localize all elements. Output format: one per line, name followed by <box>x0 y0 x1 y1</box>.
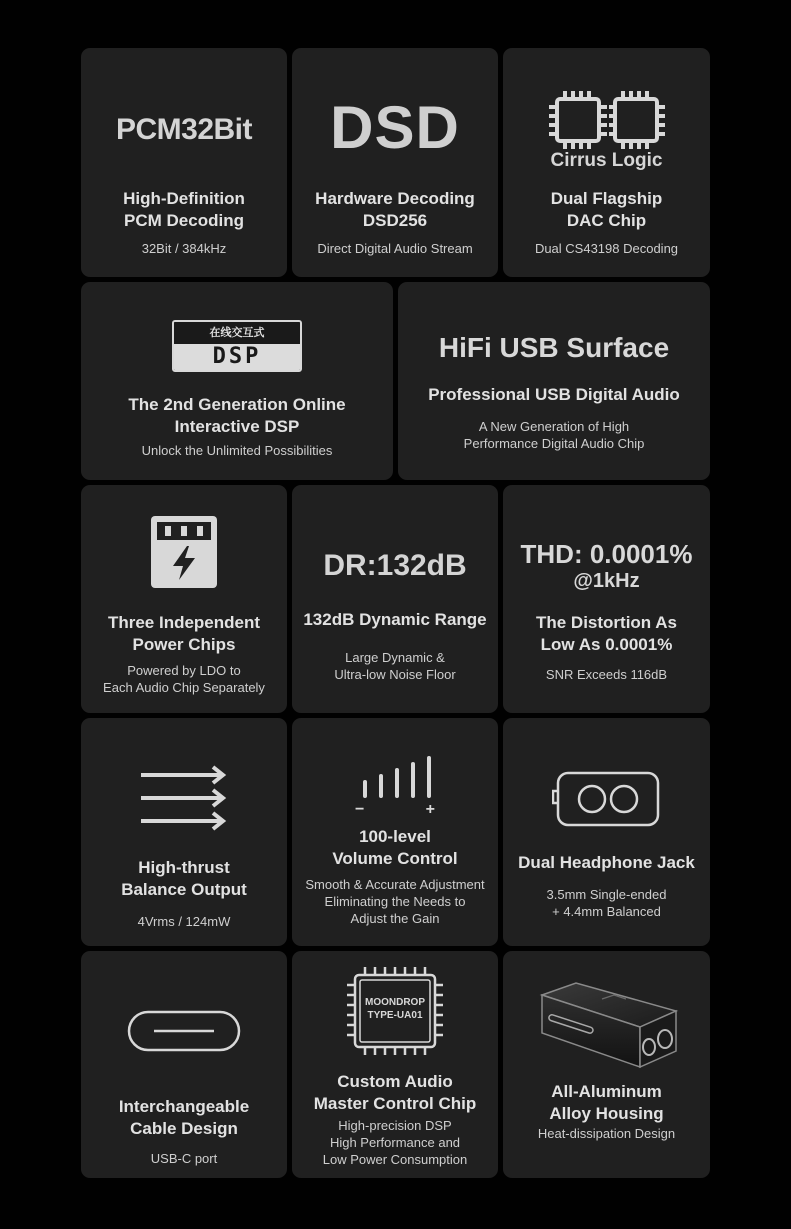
card-title: The Distortion As Low As 0.0001% <box>535 613 678 654</box>
dr-headline: DR:132dB <box>323 549 467 582</box>
card-thrust <box>81 718 287 946</box>
card-subtitle: 3.5mm Single-ended + 4.4mm Balanced <box>546 887 667 919</box>
card-usb <box>398 282 710 480</box>
card-subtitle: USB-C port <box>150 1151 218 1166</box>
dsp-badge <box>172 320 302 372</box>
thd-frequency: @1kHz <box>573 570 640 592</box>
power-chip-icon <box>151 516 217 588</box>
card-title: High-thrust Balance Output <box>121 858 247 899</box>
card-jack <box>503 718 710 946</box>
card-subtitle: Unlock the Unlimited Possibilities <box>141 443 333 458</box>
hifi-usb-logo: HiFi USB Surface <box>438 332 670 363</box>
output-arrows-icon <box>139 765 229 831</box>
volume-bars-icon <box>355 756 435 800</box>
card-subtitle: Smooth & Accurate Adjustment Eliminating the Needs to Adjust the Gain <box>305 877 485 926</box>
card-subtitle: Large Dynamic & Ultra-low Noise Floor <box>334 650 456 682</box>
card-dr <box>292 485 498 713</box>
card-title: All-Aluminum Alloy Housing <box>549 1082 664 1123</box>
card-title: Dual Headphone Jack <box>518 853 695 872</box>
card-chip <box>292 951 498 1178</box>
card-dsd <box>292 48 498 277</box>
card-cirrus <box>503 48 710 277</box>
card-subtitle: 4Vrms / 124mW <box>137 914 231 929</box>
card-title: Professional USB Digital Audio <box>428 385 680 404</box>
minus-icon: − <box>355 801 365 818</box>
chip-label-line1: MOONDROP <box>365 997 425 1008</box>
cirrus-logic-logo: Cirrus Logic <box>550 150 663 171</box>
card-thd <box>503 485 710 713</box>
card-subtitle: Dual CS43198 Decoding <box>534 241 679 256</box>
pcm-logo: PCM32Bit <box>115 113 253 146</box>
card-cable <box>81 951 287 1178</box>
usb-c-port-icon <box>127 1010 241 1052</box>
card-pcm <box>81 48 287 277</box>
chip-pair-icon <box>547 90 667 150</box>
plus-icon: + <box>425 801 435 818</box>
card-title: The 2nd Generation Online Interactive DSP <box>128 395 346 436</box>
dsd-logo: DSD <box>330 93 460 161</box>
card-subtitle: Direct Digital Audio Stream <box>317 241 473 256</box>
thd-headline: THD: 0.0001% <box>520 539 693 569</box>
card-subtitle: Powered by LDO to Each Audio Chip Separately <box>103 663 265 695</box>
card-title: Three Independent Power Chips <box>107 613 261 654</box>
chip-label-line2: TYPE-UA01 <box>367 1010 423 1021</box>
card-title: Dual Flagship DAC Chip <box>550 189 663 230</box>
card-title: Interchangeable Cable Design <box>118 1097 250 1138</box>
volume-sign-row <box>355 802 435 818</box>
card-subtitle: 32Bit / 384kHz <box>141 241 227 256</box>
aluminum-housing-image <box>532 981 682 1077</box>
card-volume <box>292 718 498 946</box>
card-title: 132dB Dynamic Range <box>303 610 487 629</box>
dsp-badge-top: 在线交互式 <box>174 322 300 344</box>
card-title: Hardware Decoding DSD256 <box>315 189 475 230</box>
card-housing <box>503 951 710 1178</box>
card-subtitle: A New Generation of High Performance Digital Audio Chip <box>463 419 645 451</box>
card-title: 100-level Volume Control <box>332 827 458 868</box>
card-subtitle: Heat-dissipation Design <box>537 1126 676 1141</box>
card-dsp <box>81 282 393 480</box>
card-power <box>81 485 287 713</box>
headphone-jack-icon <box>552 771 662 827</box>
card-subtitle: SNR Exceeds 116dB <box>545 667 668 682</box>
card-subtitle: High-precision DSP High Performance and Low Power Consumption <box>322 1118 468 1167</box>
card-title: Custom Audio Master Control Chip <box>313 1072 477 1113</box>
master-chip-icon <box>345 965 445 1057</box>
dsp-badge-bottom: DSP <box>174 344 300 370</box>
card-title: High-Definition PCM Decoding <box>123 189 245 230</box>
